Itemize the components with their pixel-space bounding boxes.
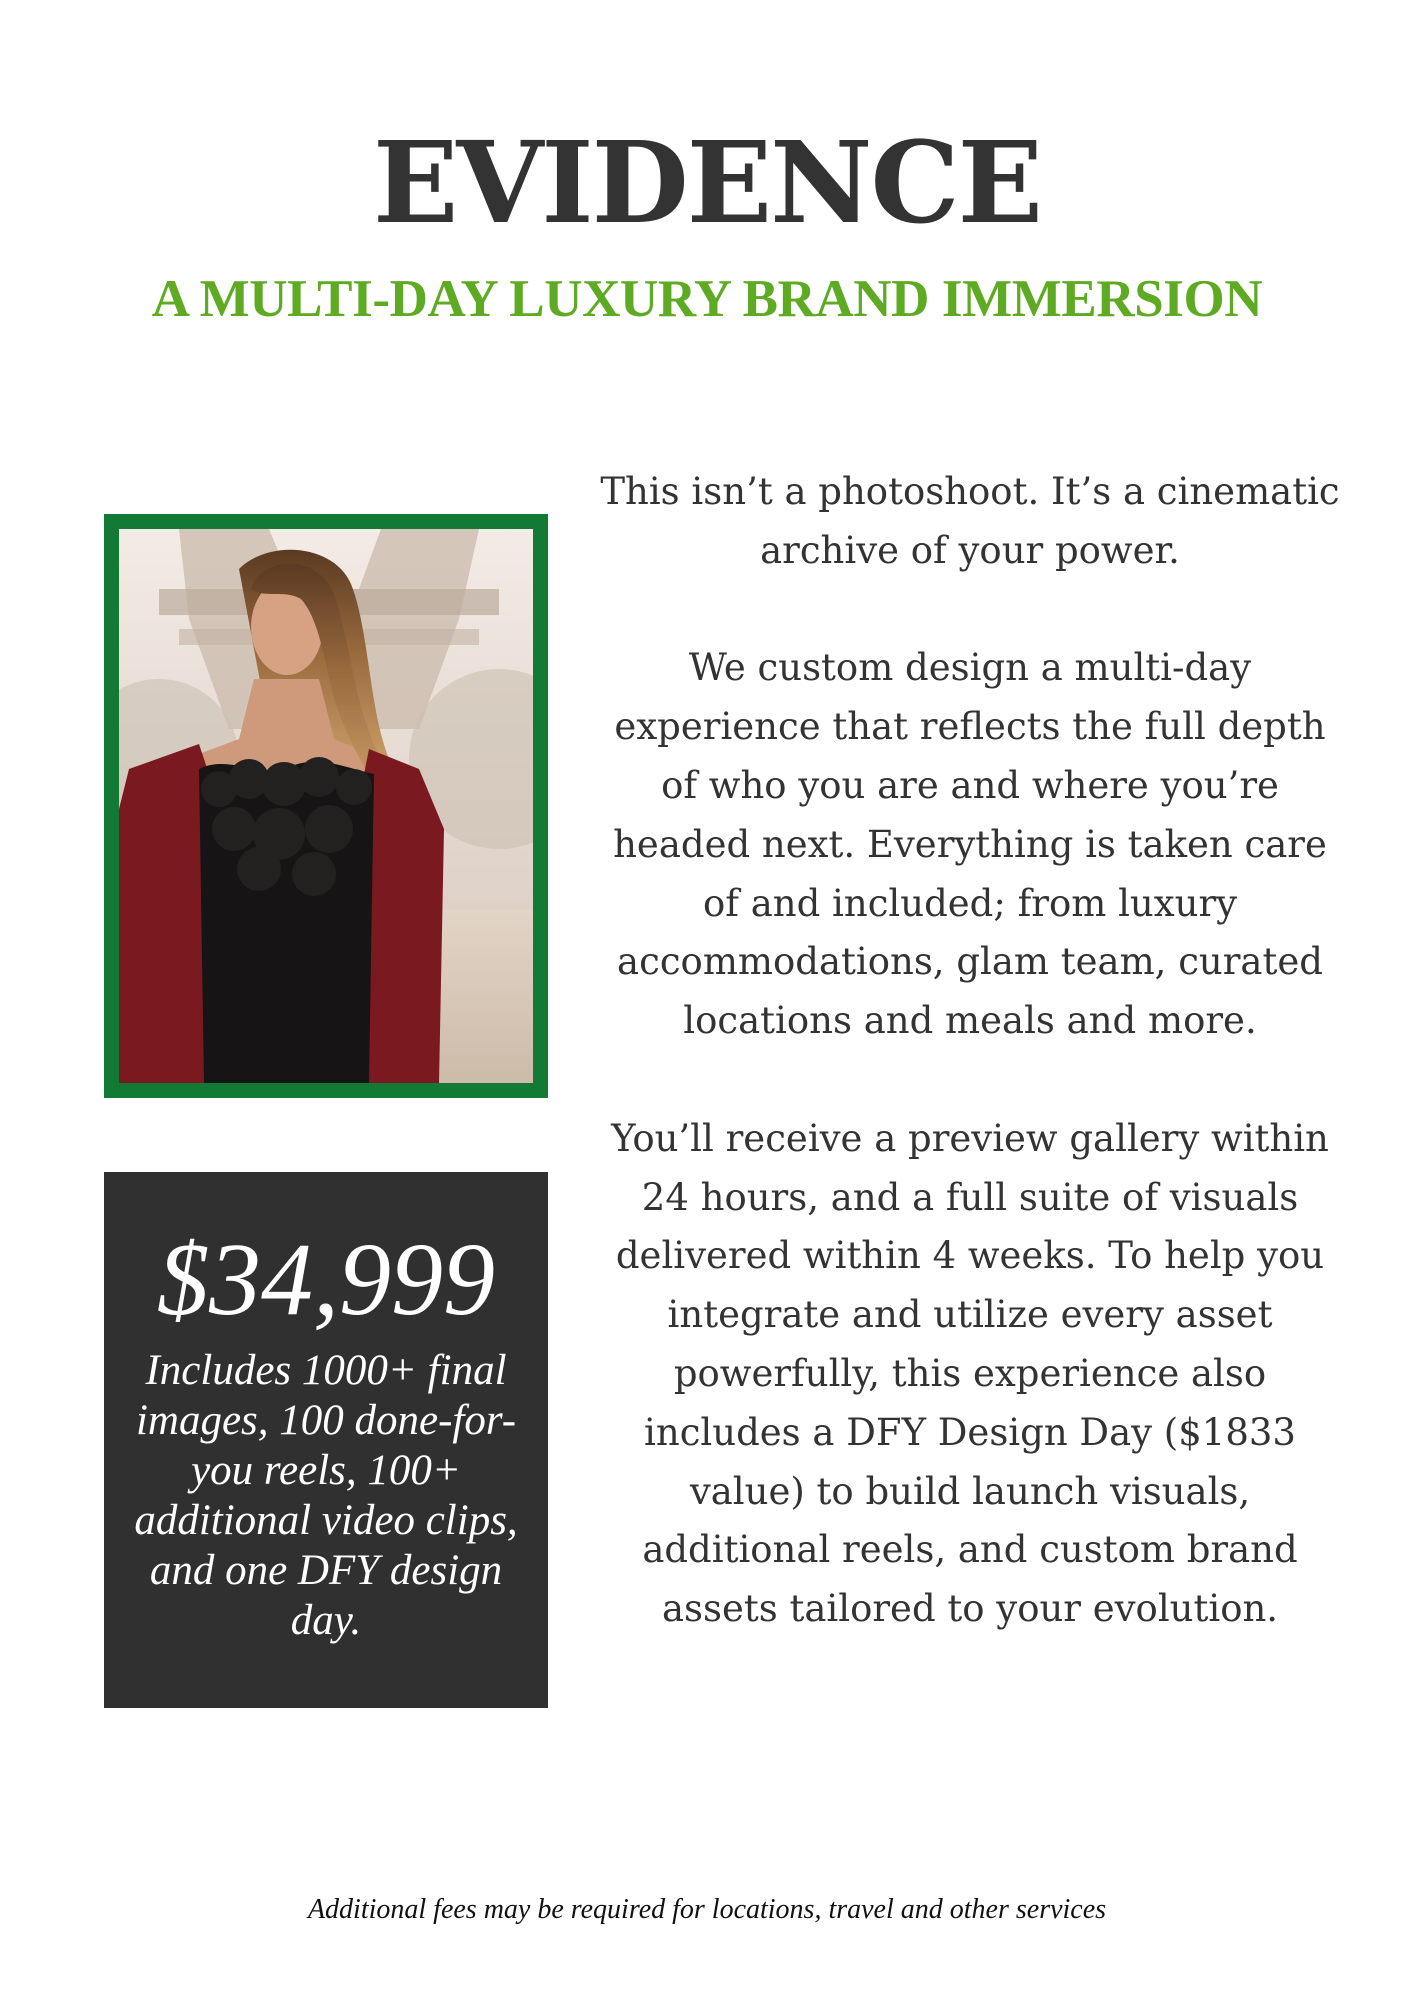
portrait-photo	[119, 529, 533, 1083]
price-description: Includes 1000+ final images, 100 done-for-you reels, 100+ additional video clips, and one DFY design day.	[134, 1347, 518, 1644]
price: $34,999	[157, 1222, 495, 1337]
price-box	[104, 1172, 548, 1708]
description-body	[600, 463, 1340, 1639]
paragraph-intro: This isn’t a photoshoot. It’s a cinematic archive of your power.	[600, 470, 1340, 572]
photo-frame	[104, 514, 548, 1098]
paragraph-experience: We custom design a multi-day experience that reflects the full depth of who you are and where you’re headed next. Everything is taken care of and included; from luxury accommodations, glam team, curated locations and meals and more.	[613, 646, 1327, 1043]
page-title: EVIDENCE	[372, 118, 1042, 249]
portrait-illustration	[119, 529, 533, 1083]
footer-note: Additional fees may be required for locations, travel and other services	[307, 1894, 1107, 1925]
page-subtitle: A MULTI-DAY LUXURY BRAND IMMERSION	[151, 270, 1263, 328]
paragraph-delivery: You’ll receive a preview gallery within 24 hours, and a full suite of visuals delivered within 4 weeks. To help you integrate and utilize every asset powerfully, this experience also includes a DFY Design Day ($1833 value) to build launch visuals, additional reels, and custom brand assets tailored to your evolution.	[611, 1116, 1329, 1631]
